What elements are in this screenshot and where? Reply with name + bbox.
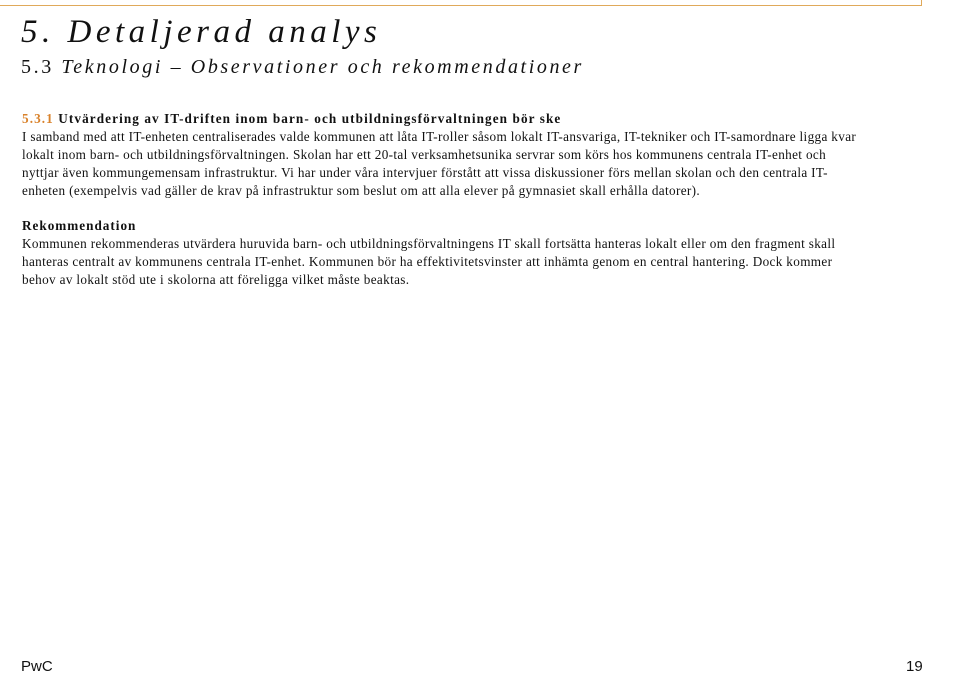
top-rule-end — [921, 0, 922, 6]
recommendation-line: behov av lokalt stöd ute i skolorna att föreligga vilket måste beaktas. — [22, 272, 410, 287]
recommendation-line: hanteras centralt av kommunens centrala IT-enhet. Kommunen bör ha effektivitetsvinster att inhämta genom en central hantering. Dock kommer — [22, 254, 833, 269]
recommendation-block — [22, 217, 959, 289]
section-title — [21, 56, 584, 79]
page-number: 19 — [906, 658, 923, 675]
chapter-title: 5. Detaljerad analys — [21, 14, 382, 50]
paragraph-line: I samband med att IT-enheten centraliserades valde kommunen att låta IT-roller såsom lokalt IT-ansvariga, IT-tekniker och IT-samordnare ligga kvar — [22, 129, 857, 144]
paragraph-line: nyttjar även kommungemensam infrastruktur. Vi har under våra intervjuer förstått att vissa diskussioner förs mellan skolan och den centrala IT- — [22, 165, 828, 180]
recommendation-line: Kommunen rekommenderas utvärdera huruvida barn- och utbildningsförvaltningens IT skall fortsätta hanteras lokalt eller om den fragment skall — [22, 236, 836, 251]
subsection-title: Utvärdering av IT-driften inom barn- och utbildningsförvaltningen bör ske — [58, 111, 562, 126]
paragraph-line: enheten (exempelvis vad gäller de krav på infrastruktur som beslut om att alla elever på gymnasiet skall erhålla datorer). — [22, 183, 701, 198]
section-number: 5.3 — [21, 56, 54, 78]
footer-brand: PwC — [21, 658, 53, 675]
subsection-heading — [22, 110, 959, 128]
recommendation-heading: Rekommendation — [22, 218, 137, 233]
subsection-block — [22, 110, 959, 200]
top-rule — [0, 5, 922, 6]
section-title-text: Teknologi – Observationer och rekommendationer — [61, 56, 584, 78]
paragraph-line: lokalt inom barn- och utbildningsförvaltningen. Skolan har ett 20-tal verksamhetsunika servrar som körs hos kommunens centrala IT-enhet och — [22, 147, 827, 162]
subsection-number: 5.3.1 — [22, 111, 54, 126]
